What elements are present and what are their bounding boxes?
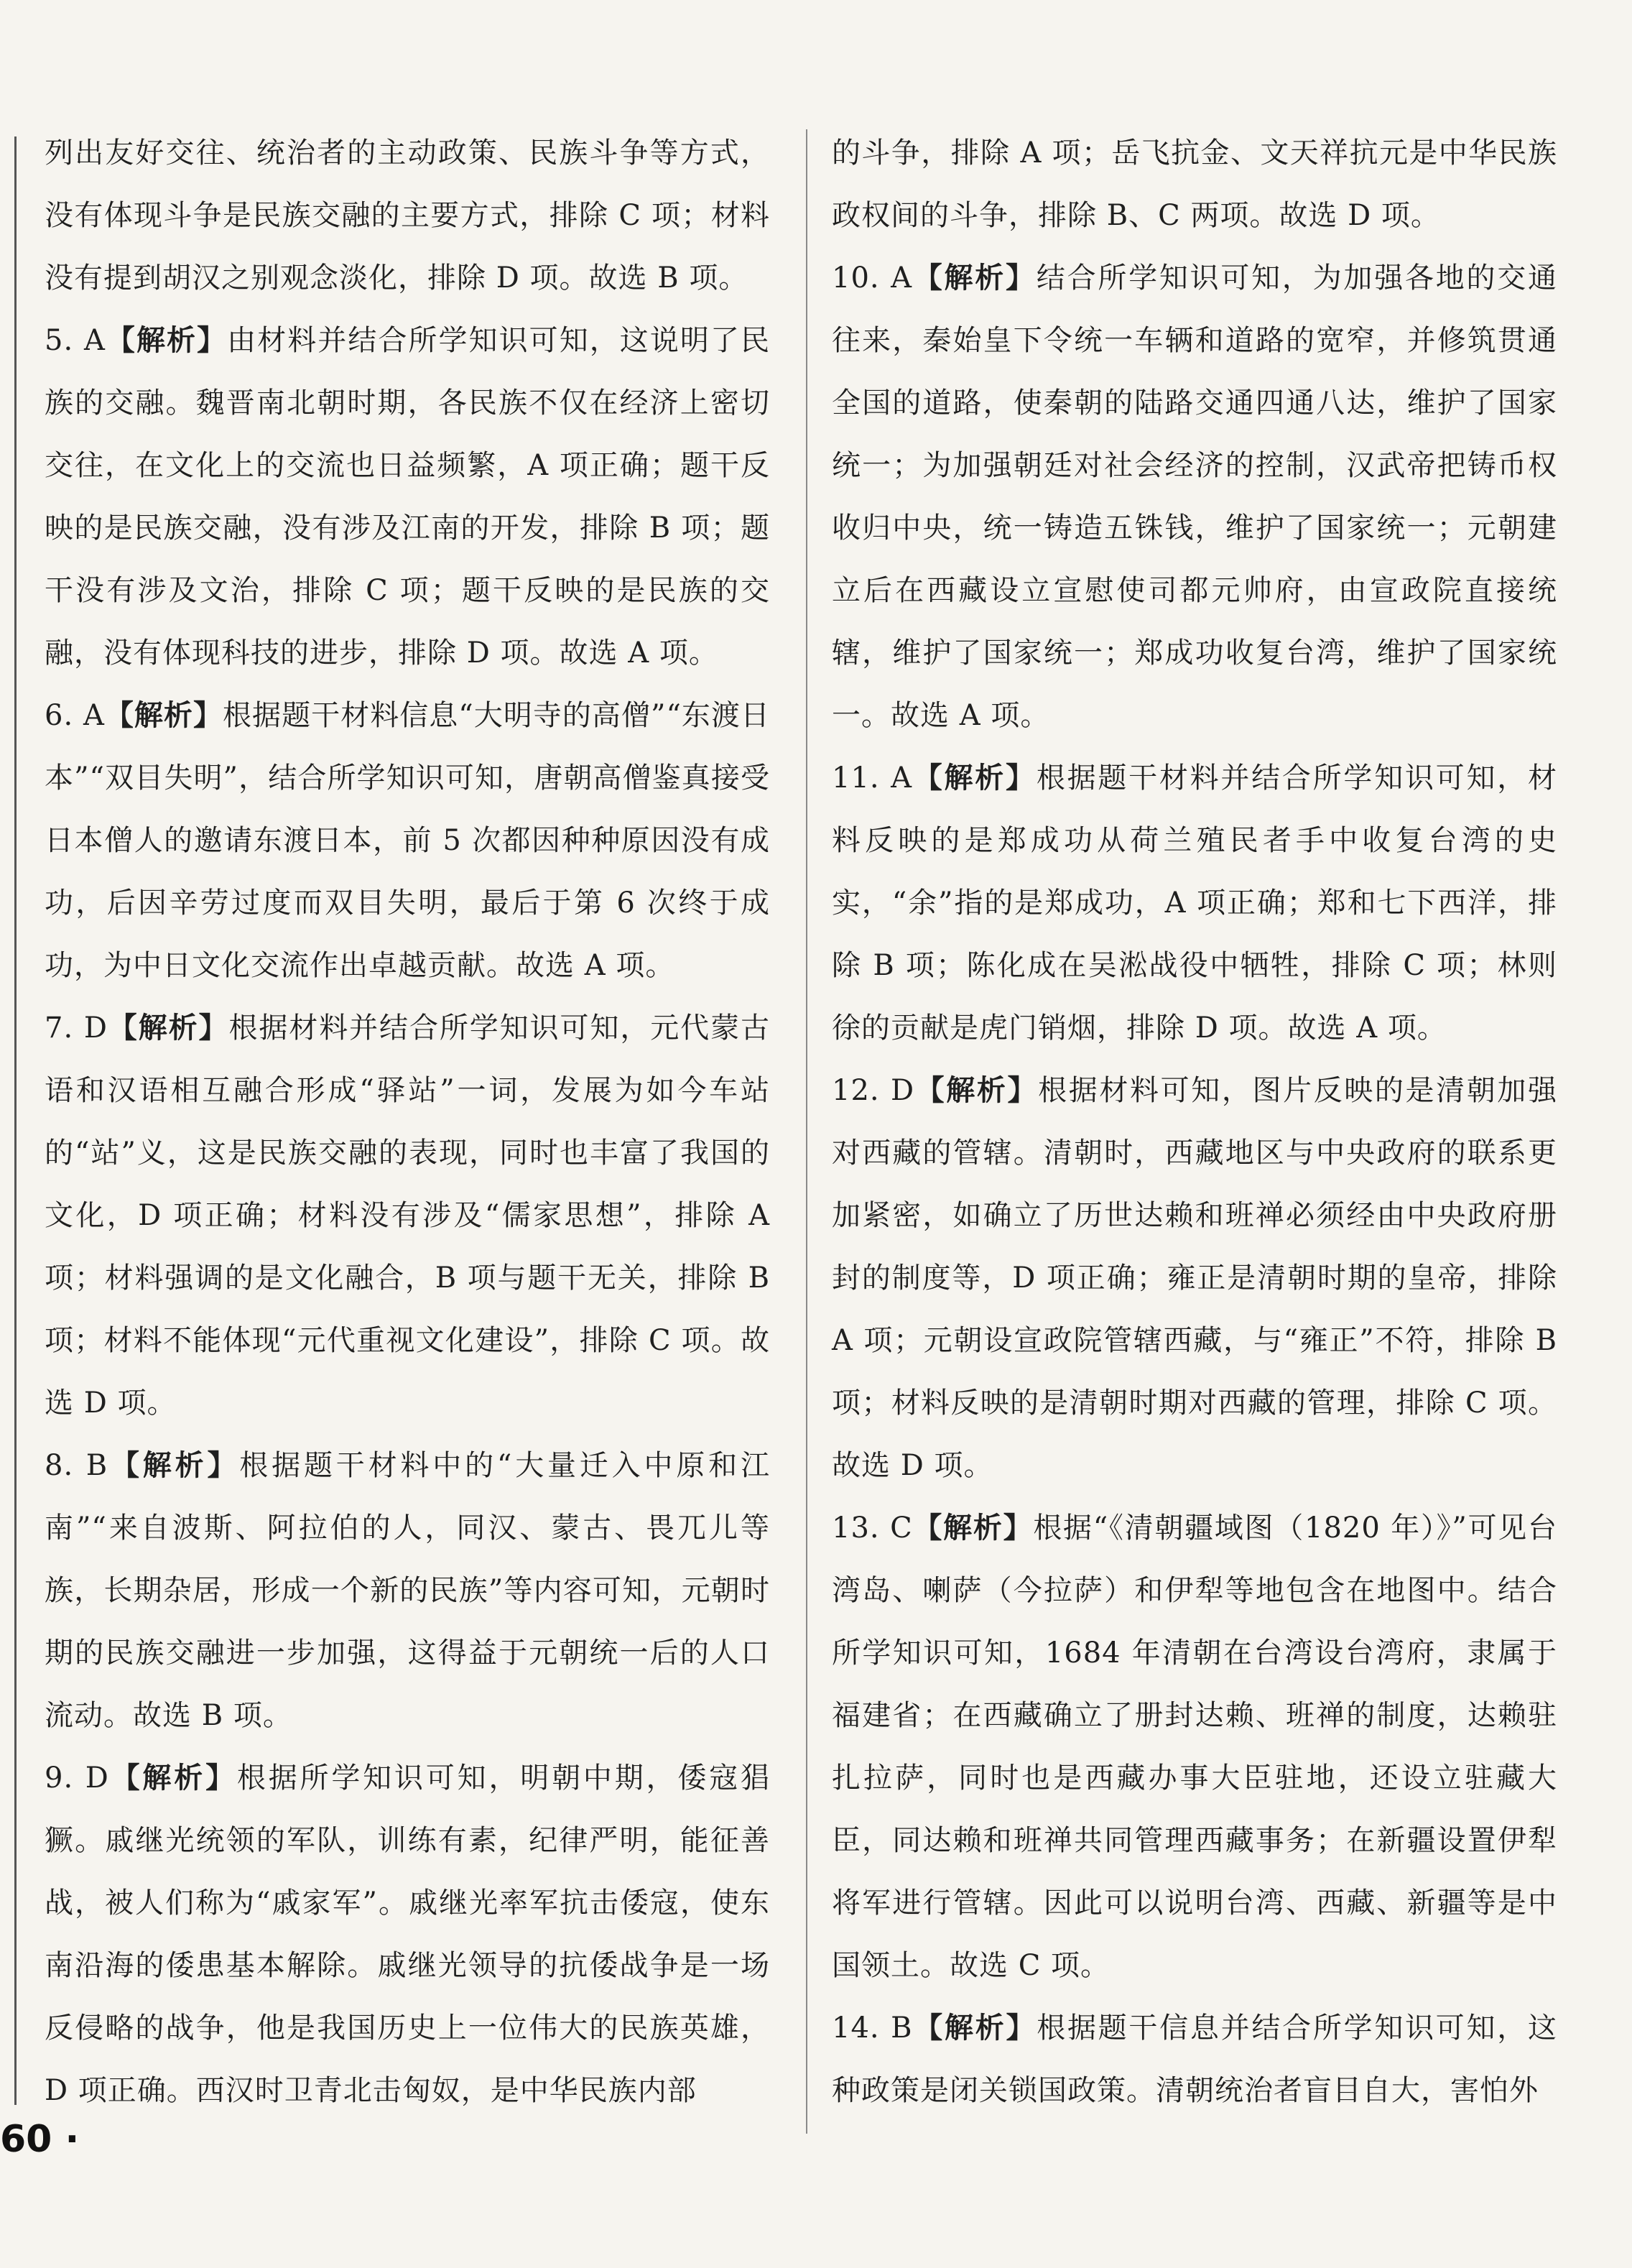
paragraph-continuation: 列出友好交往、统治者的主动政策、民族斗争等方式，没有体现斗争是民族交融的主要方式，排除 C 项；材料没有提到胡汉之别观念淡化，排除 D 项。故选 B 项。 (45, 136, 770, 295)
answer-item-9: 9. D【解析】根据所学知识可知，明朝中期，倭寇猖獗。戚继光统领的军队，训练有素，纪律严明，能征善战，被人们称为“戚家军”。戚继光率军抗击倭寇，使东南沿海的倭患基本解除。戚继光领导的抗倭战争是一场反侵略的战争，他是我国历史上一位伟大的民族英雄，D 项正确。西汉时卫青北击匈奴，是中华民族内部 (45, 1762, 771, 2107)
left-column (45, 122, 770, 2122)
answer-item-10: 10. A【解析】结合所学知识可知，为加强各地的交通往来，秦始皇下令统一车辆和道路的宽窄，并修筑贯通全国的道路，使秦朝的陆路交通四通八达，维护了国家统一；为加强朝廷对社会经济的控制，汉武帝把铸币权收归中央，统一铸造五铢钱，维护了国家统一；元朝建立后在西藏设立宣慰使司都元帅府，由宣政院直接统辖，维护了国家统一；郑成功收复台湾，维护了国家统一。故选 A 项。 (832, 261, 1558, 732)
answer-item-13: 13. C【解析】根据“《清朝疆域图（1820 年）》”可见台湾岛、喇萨（今拉萨）和伊犁等地包含在地图中。结合所学知识可知，1684 年清朝在台湾设台湾府，隶属于福建省；在西藏确立了册封达赖、班禅的制度，达赖驻扎拉萨，同时也是西藏办事大臣驻地，还设立驻藏大臣，同达赖和班禅共同管理西藏事务；在新疆设置伊犁将军进行管辖。因此可以说明台湾、西藏、新疆等是中国领土。故选 C 项。 (832, 1512, 1558, 1982)
answer-item-6: 6. A【解析】根据题干材料信息“大明寺的高僧”“东渡日本”“双目失明”，结合所学知识可知，唐朝高僧鉴真接受日本僧人的邀请东渡日本，前 5 次都因种种原因没有成功，后因辛劳过度而双目失明，最后于第 6 次终于成功，为中日文化交流作出卓越贡献。故选 A 项。 (45, 699, 771, 982)
answer-item-5: 5. A【解析】由材料并结合所学知识可知，这说明了民族的交融。魏晋南北朝时期，各民族不仅在经济上密切交往，在文化上的交流也日益频繁，A 项正确；题干反映的是民族交融，没有涉及江南的开发，排除 B 项；题干没有涉及文治，排除 C 项；题干反映的是民族的交融，没有体现科技的进步，排除 D 项。故选 A 项。 (45, 324, 771, 670)
column-divider (806, 129, 807, 2134)
answer-item-11: 11. A【解析】根据题干材料并结合所学知识可知，材料反映的是郑成功从荷兰殖民者手中收复台湾的史实，“余”指的是郑成功，A 项正确；郑和七下西洋，排除 B 项；陈化成在吴淞战役中牺牲，排除 C 项；林则徐的贡献是虎门销烟，排除 D 项。故选 A 项。 (832, 762, 1558, 1045)
answer-item-8: 8. B【解析】根据题干材料中的“大量迁入中原和江南”“来自波斯、阿拉伯的人，同汉、蒙古、畏兀儿等族，长期杂居，形成一个新的民族”等内容可知，元朝时期的民族交融进一步加强，这得益于元朝统一后的人口流动。故选 B 项。 (45, 1449, 771, 1732)
answer-item-14: 14. B【解析】根据题干信息并结合所学知识可知，这种政策是闭关锁国政策。清朝统治者盲目自大，害怕外 (832, 2012, 1558, 2107)
page-edge-line (14, 136, 17, 2105)
answer-item-12: 12. D【解析】根据材料可知，图片反映的是清朝加强对西藏的管辖。清朝时，西藏地区与中央政府的联系更加紧密，如确立了历世达赖和班禅必须经由中央政府册封的制度等，D 项正确；雍正是清朝时期的皇帝，排除 A 项；元朝设宣政院管辖西藏，与“雍正”不符，排除 B 项；材料反映的是清朝时期对西藏的管理，排除 C 项。故选 D 项。 (832, 1074, 1558, 1482)
paragraph-continuation: 的斗争，排除 A 项；岳飞抗金、文天祥抗元是中华民族政权间的斗争，排除 B、C 两项。故选 D 项。 (832, 136, 1557, 232)
right-column (832, 122, 1557, 2122)
answer-item-7: 7. D【解析】根据材料并结合所学知识可知，元代蒙古语和汉语相互融合形成“驿站”一词，发展为如今车站的“站”义，这是民族交融的表现，同时也丰富了我国的文化，D 项正确；材料没有涉及“儒家思想”，排除 A 项；材料强调的是文化融合，B 项与题干无关，排除 B 项；材料不能体现“元代重视文化建设”，排除 C 项。故选 D 项。 (45, 1012, 771, 1420)
page-number: 60 · (0, 2118, 80, 2161)
